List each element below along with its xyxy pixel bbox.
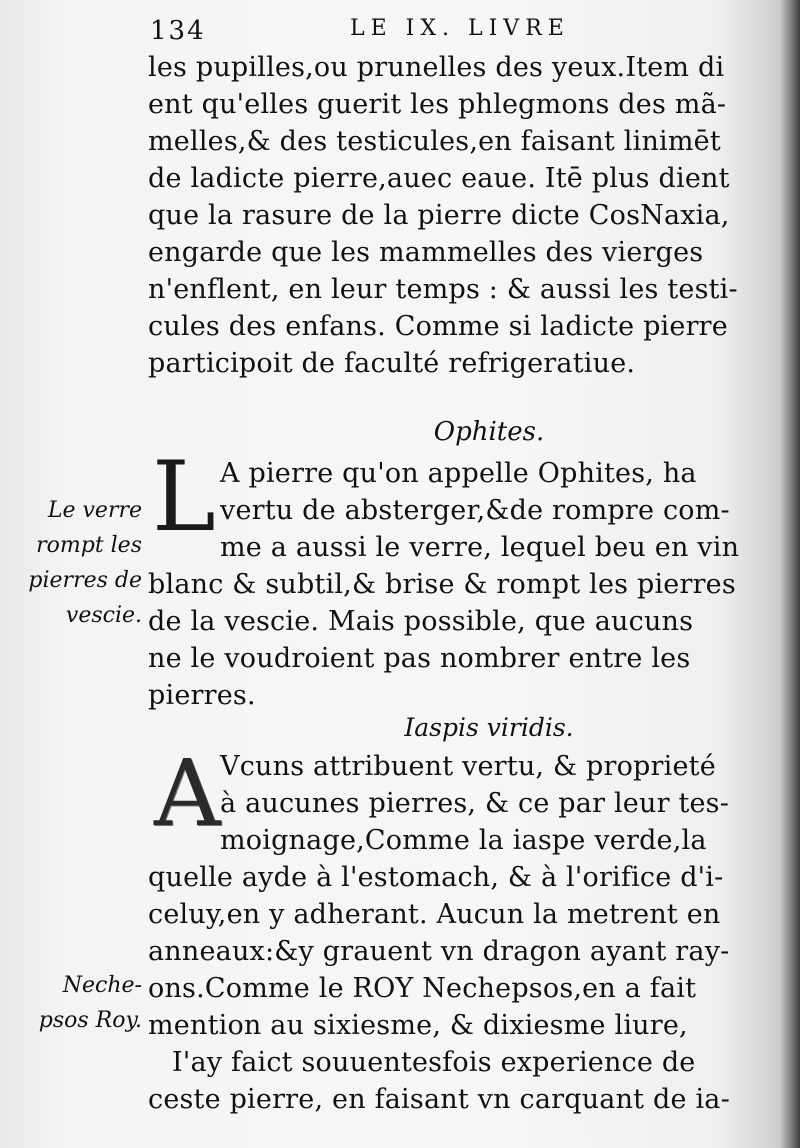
text-line: Vcuns attribuent vertu, & proprieté [220,751,716,782]
margin-note-line: vescie. [65,603,142,628]
text-line: participoit de faculté refrigeratiue. [148,348,636,379]
text-line: engarde que les mammelles des vierges [148,237,704,268]
margin-note-line: pierres de [28,568,142,593]
text-line: de ladicte pierre,auec eaue. Itē plus dient [148,163,730,194]
page-header [150,16,770,52]
paragraph-iaspis [148,740,770,1118]
section-heading-ophites: Ophites. [433,417,545,447]
margin-note-nechepsos [14,968,142,1038]
text-line: me a aussi le verre, lequel beu en vin [220,532,740,563]
text-line: n'enflent, en leur temps : & aussi les testi- [148,274,738,305]
text-line: ceste pierre, en faisant vn carquant de ia- [148,1084,730,1115]
margin-note-line: Neche- [62,973,142,998]
text-line: pierres. [148,680,256,711]
text-line: mention au sixiesme, & dixiesme liure, [148,1010,688,1041]
margin-note-verre [14,493,142,633]
text-line: A pierre qu'on appelle Ophites, ha [220,458,697,489]
text-line: quelle ayde à l'estomach, & à l'orifice d'i- [148,862,724,893]
drop-cap-a: A [154,740,221,847]
paragraph-continuation [148,49,770,382]
text-line: I'ay faict souuentesfois experience de [172,1047,696,1078]
text-line: les pupilles,ou prunelles des yeux.Item di [148,52,725,83]
text-line: de la vescie. Mais possible, que aucuns [148,606,694,637]
text-line: ons.Comme le ROY Nechepsos,en a fait [148,973,697,1004]
text-line: cules des enfans. Comme si ladicte pierre [148,311,728,342]
paragraph-ophites [148,441,770,714]
margin-note-line: psos Roy. [38,1008,142,1033]
text-line: melles,& des testicules,en faisant linimēt [148,126,721,157]
text-line: moignage,Comme la iaspe verde,la [220,825,707,856]
text-line: que la rasure de la pierre dicte CosNaxia, [148,200,730,231]
text-line: anneaux:&y grauent vn dragon ayant ray- [148,936,730,967]
margin-note-line: Le verre [47,498,142,523]
page-number: 134 [150,16,206,46]
text-line: blanc & subtil,& brise & rompt les pierres [148,569,736,600]
text-line: celuy,en y adherant. Aucun la metrent en [148,899,721,930]
margin-note-line: rompt les [36,533,142,558]
text-line: vertu de absterger,&de rompre com- [220,495,730,526]
text-line: à aucunes pierres, & ce par leur tes- [220,788,730,819]
page-gutter-shadow [778,0,800,1148]
running-head: LE IX. LIVRE [350,16,570,41]
drop-cap-l: L [152,441,216,553]
text-line: ne le voudroient pas nombrer entre les [148,643,691,674]
section-heading-iaspis: Iaspis viridis. [404,713,574,742]
text-line: ent qu'elles guerit les phlegmons des mã- [148,89,727,120]
